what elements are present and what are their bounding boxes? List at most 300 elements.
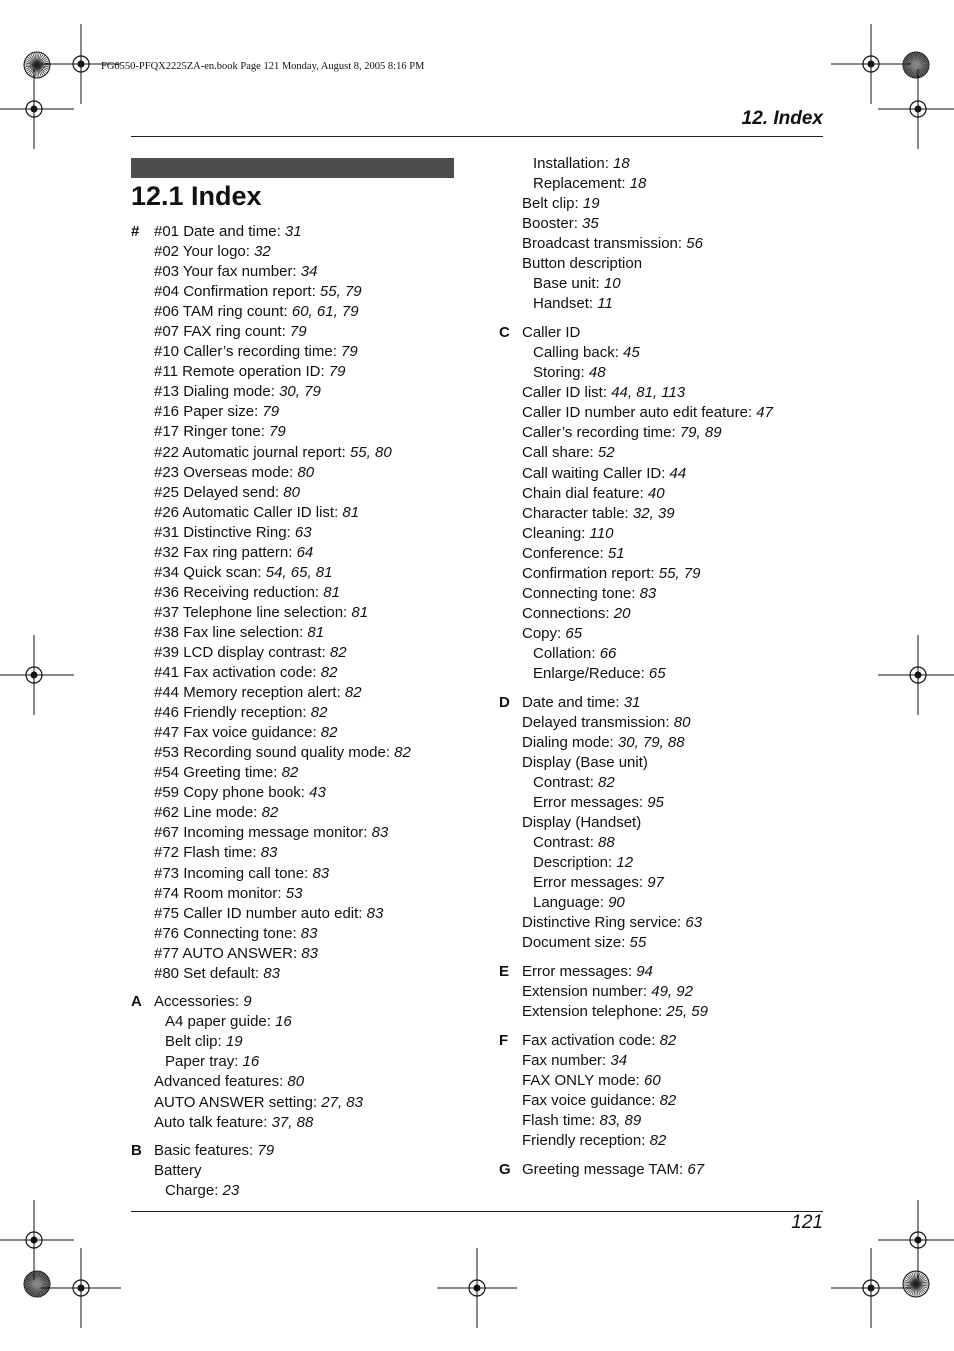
index-term: Call waiting Caller ID: xyxy=(522,464,670,482)
index-entry xyxy=(131,1012,471,1032)
index-page-refs: 55, 80 xyxy=(349,443,392,461)
index-term: #25 Delayed send: xyxy=(154,483,284,501)
index-term: #73 Incoming call tone: xyxy=(154,864,313,882)
index-term: Extension telephone: xyxy=(522,1003,667,1021)
index-entry xyxy=(131,783,471,803)
index-section xyxy=(499,1160,829,1180)
index-term: Extension number: xyxy=(522,983,652,1001)
registration-crosshair-icon xyxy=(41,1248,121,1328)
print-header: FG6550-PFQX2225ZA-en.book Page 121 Monday, August 8, 2005 8:16 PM xyxy=(101,61,425,72)
index-entry xyxy=(499,214,829,234)
index-entry xyxy=(499,174,829,194)
index-letter: A xyxy=(131,993,142,1011)
index-entry xyxy=(131,663,471,683)
index-page-refs: 80 xyxy=(297,463,315,481)
index-page-refs: 67 xyxy=(687,1161,705,1179)
index-page-refs: 65 xyxy=(648,664,666,682)
index-entry xyxy=(131,1113,471,1133)
index-term: #02 Your logo: xyxy=(154,243,255,261)
index-term: Conference: xyxy=(522,544,608,562)
index-page-refs: 44 xyxy=(669,464,687,482)
index-page-refs: 83 xyxy=(301,944,318,962)
index-term: #76 Connecting tone: xyxy=(154,924,301,942)
index-entry xyxy=(131,743,471,763)
index-term: Advanced features: xyxy=(154,1073,288,1091)
index-page-refs: 80 xyxy=(287,1073,305,1091)
index-page-refs: 81 xyxy=(323,583,340,601)
index-entry xyxy=(499,1071,829,1091)
index-entry xyxy=(131,342,471,362)
index-entry xyxy=(131,864,471,884)
index-page-refs: 52 xyxy=(597,444,615,462)
index-page-refs: 30, 79, 88 xyxy=(617,733,685,751)
index-term: Chain dial feature: xyxy=(522,484,648,502)
index-term: Belt clip: xyxy=(522,195,583,213)
index-page-refs: 82 xyxy=(598,774,615,791)
index-page-refs: 83 xyxy=(263,964,280,982)
index-page-refs: 66 xyxy=(599,644,617,662)
index-term: #77 AUTO ANSWER: xyxy=(154,944,302,962)
index-term: Delayed transmission: xyxy=(522,713,674,731)
index-page-refs: 79 xyxy=(341,343,358,361)
index-entry xyxy=(131,523,471,543)
registration-crosshair-icon xyxy=(0,69,74,149)
index-term: Fax number: xyxy=(522,1052,611,1070)
index-page-refs: 83 xyxy=(366,904,384,922)
index-page-refs: 19 xyxy=(225,1033,243,1051)
index-entry xyxy=(499,544,829,564)
index-term: #34 Quick scan: xyxy=(154,563,266,581)
registration-crosshair-icon xyxy=(831,1248,911,1328)
index-page-refs: 79 xyxy=(289,323,307,341)
index-term: #47 Fax voice guidance: xyxy=(154,724,321,742)
index-page-refs: 48 xyxy=(588,364,606,382)
index-entry xyxy=(131,992,471,1012)
index-term: #54 Greeting time: xyxy=(154,764,282,782)
index-letter: F xyxy=(499,1032,509,1050)
index-term: Charge: xyxy=(165,1182,223,1200)
index-entry xyxy=(131,623,471,643)
index-entry xyxy=(499,1131,829,1151)
index-entry xyxy=(131,944,471,964)
index-term: Booster: xyxy=(522,215,583,233)
index-page-refs: 30, 79 xyxy=(279,383,321,401)
index-entry xyxy=(131,222,471,242)
index-entry xyxy=(499,913,829,933)
index-entry xyxy=(499,484,829,504)
index-term: Distinctive Ring service: xyxy=(522,914,686,932)
index-entry xyxy=(499,1091,829,1111)
index-term: #74 Room monitor: xyxy=(154,884,286,902)
index-page-refs: 63 xyxy=(685,914,703,932)
index-term: #23 Overseas mode: xyxy=(154,463,298,481)
index-term: Error messages: xyxy=(522,963,637,981)
index-term: #67 Incoming message monitor: xyxy=(154,824,372,842)
index-page-refs: 19 xyxy=(582,195,600,213)
index-entry xyxy=(499,294,829,314)
index-entry xyxy=(499,962,829,982)
index-term: Contrast: xyxy=(533,774,599,791)
index-page-refs: 80 xyxy=(283,483,300,501)
index-entry xyxy=(499,1051,829,1071)
index-entry xyxy=(131,1052,471,1072)
index-entry xyxy=(131,302,471,322)
index-term: Caller ID number auto edit feature: xyxy=(522,404,757,422)
index-term: Belt clip: xyxy=(165,1033,226,1051)
index-entry xyxy=(131,402,471,422)
index-page-refs: 94 xyxy=(636,963,653,981)
index-term: Confirmation report: xyxy=(522,564,659,582)
index-page-refs: 110 xyxy=(589,524,614,542)
index-page-refs: 55 xyxy=(629,934,647,952)
index-page-refs: 82 xyxy=(310,704,328,722)
index-entry xyxy=(499,713,829,733)
index-page-refs: 83 xyxy=(260,844,278,862)
index-page-refs: 9 xyxy=(243,993,252,1011)
index-term: Display (Base unit) xyxy=(522,753,648,771)
index-page-refs: 83 xyxy=(371,824,389,842)
index-page-refs: 79 xyxy=(262,403,280,421)
index-page-refs: 82 xyxy=(649,1132,667,1150)
index-entry xyxy=(499,693,829,713)
index-entry xyxy=(131,1141,471,1161)
index-page-refs: 83 xyxy=(300,924,318,942)
index-entry xyxy=(131,924,471,944)
index-page-refs: 83, 89 xyxy=(599,1112,642,1130)
index-page-refs: 81 xyxy=(351,603,369,621)
index-page-refs: 10 xyxy=(603,275,621,293)
index-term: Collation: xyxy=(533,644,600,662)
index-entry xyxy=(131,362,471,382)
index-entry xyxy=(131,422,471,442)
index-page-refs: 82 xyxy=(659,1032,677,1050)
index-term: #10 Caller’s recording time: xyxy=(154,343,342,361)
index-term: #04 Confirmation report: xyxy=(154,283,320,301)
index-page-refs: 34 xyxy=(300,263,318,281)
index-page-refs: 12 xyxy=(616,854,634,872)
index-entry xyxy=(499,773,829,793)
index-page-refs: 65 xyxy=(565,624,583,642)
index-entry xyxy=(131,443,471,463)
index-entry xyxy=(131,483,471,503)
index-page-refs: 20 xyxy=(613,604,631,622)
index-term: #06 TAM ring count: xyxy=(154,303,292,321)
index-term: Copy: xyxy=(522,624,566,642)
index-entry xyxy=(499,423,829,443)
index-column-right xyxy=(499,154,829,1180)
index-letter: G xyxy=(499,1161,511,1179)
index-term: #41 Fax activation code: xyxy=(154,664,321,682)
index-term: Connections: xyxy=(522,604,614,622)
index-section xyxy=(499,1031,829,1151)
page-title: 12.1 Index xyxy=(131,181,262,211)
index-entry xyxy=(499,664,829,684)
index-page-refs: 60 xyxy=(644,1072,661,1090)
index-entry xyxy=(131,964,471,984)
index-term: A4 paper guide: xyxy=(165,1013,276,1031)
index-term: Language: xyxy=(533,894,609,912)
index-entry xyxy=(131,703,471,723)
index-term: #37 Telephone line selection: xyxy=(154,603,352,621)
index-term: Character table: xyxy=(522,504,633,522)
index-entry xyxy=(499,524,829,544)
index-page-refs: 83 xyxy=(639,584,657,602)
index-term: #07 FAX ring count: xyxy=(154,323,290,341)
index-entry xyxy=(499,464,829,484)
index-entry xyxy=(131,382,471,402)
index-page-refs: 47 xyxy=(756,404,773,422)
index-page-refs: 95 xyxy=(647,794,664,812)
index-page-refs: 56 xyxy=(686,235,703,253)
index-term: #75 Caller ID number auto edit: xyxy=(154,904,367,922)
index-term: #31 Distinctive Ring: xyxy=(154,523,295,541)
index-page-refs: 63 xyxy=(294,523,312,541)
index-entry xyxy=(499,383,829,403)
index-entry xyxy=(131,563,471,583)
index-entry xyxy=(499,793,829,813)
index-term: #03 Your fax number: xyxy=(154,263,301,281)
index-entry xyxy=(131,242,471,262)
index-term: Basic features: xyxy=(154,1142,258,1160)
index-page-refs: 51 xyxy=(607,544,625,562)
index-entry xyxy=(131,643,471,663)
index-section xyxy=(499,693,829,954)
index-page-refs: 55, 79 xyxy=(319,283,362,301)
index-entry xyxy=(131,262,471,282)
index-page-refs: 83 xyxy=(312,864,330,882)
header-rule xyxy=(131,136,823,137)
index-entry xyxy=(131,603,471,623)
index-entry xyxy=(131,543,471,563)
index-entry xyxy=(499,323,829,343)
index-term: #11 Remote operation ID: xyxy=(154,363,329,381)
index-page-refs: 82 xyxy=(320,724,338,742)
index-entry xyxy=(131,763,471,783)
index-term: #46 Friendly reception: xyxy=(154,704,311,722)
index-entry xyxy=(499,604,829,624)
index-page-refs: 53 xyxy=(285,884,303,902)
index-entry xyxy=(131,904,471,924)
index-term: Connecting tone: xyxy=(522,584,640,602)
index-entry xyxy=(131,503,471,523)
index-page-refs: 49, 92 xyxy=(651,983,693,1001)
index-term: #17 Ringer tone: xyxy=(154,423,270,441)
index-term: Broadcast transmission: xyxy=(522,235,687,253)
index-entry xyxy=(131,583,471,603)
index-entry xyxy=(131,1161,471,1181)
index-page-refs: 80 xyxy=(673,713,691,731)
index-entry xyxy=(131,823,471,843)
index-page-refs: 16 xyxy=(275,1013,292,1031)
index-term: Date and time: xyxy=(522,693,624,711)
index-page-refs: 31 xyxy=(284,223,302,240)
index-entry xyxy=(499,644,829,664)
index-page-refs: 11 xyxy=(597,295,613,313)
index-term: Battery xyxy=(154,1162,202,1180)
index-term: Accessories: xyxy=(154,993,244,1011)
index-letter: C xyxy=(499,324,510,342)
index-term: #38 Fax line selection: xyxy=(154,623,308,641)
index-term: Enlarge/Reduce: xyxy=(533,664,649,682)
index-page-refs: 79 xyxy=(328,363,346,381)
index-section xyxy=(131,992,471,1132)
index-entry xyxy=(131,884,471,904)
index-page-refs: 90 xyxy=(608,894,625,912)
index-term: Contrast: xyxy=(533,834,599,852)
index-entry xyxy=(131,723,471,743)
index-page-refs: 81 xyxy=(342,503,360,521)
index-term: Caller ID xyxy=(522,324,581,342)
section-title: 12. Index xyxy=(741,108,823,129)
index-entry xyxy=(499,274,829,294)
index-page-refs: 27, 83 xyxy=(321,1093,363,1111)
index-section xyxy=(499,962,829,1022)
index-term: Cleaning: xyxy=(522,524,590,542)
index-page-refs: 97 xyxy=(647,874,664,892)
index-entry xyxy=(499,873,829,893)
index-page-refs: 32, 39 xyxy=(632,504,675,522)
index-entry xyxy=(499,733,829,753)
index-term: #13 Dialing mode: xyxy=(154,383,280,401)
index-section xyxy=(499,154,829,314)
index-term: #72 Flash time: xyxy=(154,844,261,862)
index-page-refs: 82 xyxy=(394,744,411,762)
index-page-refs: 54, 65, 81 xyxy=(265,563,333,581)
index-term: Base unit: xyxy=(533,275,604,293)
index-term: Fax voice guidance: xyxy=(522,1092,660,1110)
index-page-refs: 34 xyxy=(610,1052,628,1070)
index-term: #36 Receiving reduction: xyxy=(154,583,324,601)
index-page-refs: 31 xyxy=(623,693,641,711)
index-page-refs: 82 xyxy=(320,664,338,682)
index-term: Handset: xyxy=(533,295,598,313)
index-page-refs: 18 xyxy=(613,155,630,172)
index-entry xyxy=(131,1093,471,1113)
index-term: Friendly reception: xyxy=(522,1132,650,1150)
index-section xyxy=(131,1141,471,1201)
index-term: Calling back: xyxy=(533,344,624,362)
index-letter: B xyxy=(131,1142,142,1160)
index-term: Auto talk feature: xyxy=(154,1113,272,1131)
index-term: Error messages: xyxy=(533,794,648,812)
index-page-refs: 40 xyxy=(647,484,665,502)
index-term: Storing: xyxy=(533,364,589,382)
registration-crosshair-icon xyxy=(878,635,954,715)
index-page-refs: 81 xyxy=(307,623,325,641)
index-entry xyxy=(499,813,829,833)
index-term: Fax activation code: xyxy=(522,1032,660,1050)
index-entry xyxy=(499,194,829,214)
index-entry xyxy=(499,154,829,174)
index-entry xyxy=(499,753,829,773)
index-page-refs: 79 xyxy=(269,423,286,441)
index-entry xyxy=(131,1072,471,1092)
page-number: 121 xyxy=(791,1212,823,1233)
index-entry xyxy=(499,853,829,873)
index-term: FAX ONLY mode: xyxy=(522,1072,644,1090)
index-entry xyxy=(499,403,829,423)
index-term: AUTO ANSWER setting: xyxy=(154,1093,322,1111)
index-page-refs: 45 xyxy=(623,344,640,362)
index-term: Installation: xyxy=(533,155,614,172)
index-entry xyxy=(131,803,471,823)
index-page-refs: 25, 59 xyxy=(666,1003,708,1021)
index-term: #80 Set default: xyxy=(154,964,264,982)
index-section xyxy=(499,323,829,684)
index-letter: # xyxy=(131,223,140,240)
index-term: Dialing mode: xyxy=(522,733,618,751)
index-entry xyxy=(131,463,471,483)
index-term: Display (Handset) xyxy=(522,814,642,832)
index-entry xyxy=(131,1032,471,1052)
index-term: #26 Automatic Caller ID list: xyxy=(154,503,343,521)
index-entry xyxy=(499,933,829,953)
index-page-refs: 23 xyxy=(222,1182,240,1200)
index-entry xyxy=(499,1111,829,1131)
index-entry xyxy=(499,893,829,913)
index-term: #62 Line mode: xyxy=(154,804,262,822)
index-page-refs: 43 xyxy=(309,784,326,802)
index-entry xyxy=(499,343,829,363)
index-page-refs: 82 xyxy=(281,764,299,782)
index-page-refs: 82 xyxy=(329,643,347,661)
index-page-refs: 82 xyxy=(659,1092,677,1110)
index-page-refs: 55, 79 xyxy=(658,564,701,582)
index-entry xyxy=(499,1160,829,1180)
index-term: Replacement: xyxy=(533,175,630,193)
index-term: #22 Automatic journal report: xyxy=(154,443,350,461)
index-term: Button description xyxy=(522,255,643,273)
index-entry xyxy=(499,1002,829,1022)
index-entry xyxy=(499,363,829,383)
index-page-refs: 16 xyxy=(242,1053,260,1071)
index-term: #01 Date and time: xyxy=(154,223,285,240)
index-letter: D xyxy=(499,693,510,711)
index-entry xyxy=(499,833,829,853)
index-page-refs: 18 xyxy=(629,175,647,193)
index-entry xyxy=(499,982,829,1002)
index-entry xyxy=(131,683,471,703)
index-term: #59 Copy phone book: xyxy=(154,784,310,802)
index-page-refs: 32 xyxy=(254,243,271,261)
index-term: #44 Memory reception alert: xyxy=(154,684,345,702)
index-page-refs: 79 xyxy=(257,1142,275,1160)
index-page-refs: 88 xyxy=(598,834,615,852)
index-entry xyxy=(499,234,829,254)
index-term: Error messages: xyxy=(533,874,648,892)
index-term: Caller ID list: xyxy=(522,384,612,402)
index-term: Greeting message TAM: xyxy=(522,1161,688,1179)
index-column-left xyxy=(131,222,471,1201)
index-term: Description: xyxy=(533,854,617,872)
index-page-refs: 64 xyxy=(296,543,314,561)
index-page-refs: 44, 81, 113 xyxy=(611,384,686,402)
index-term: Document size: xyxy=(522,934,630,952)
index-page-refs: 37, 88 xyxy=(271,1113,314,1131)
title-bar xyxy=(131,158,454,178)
index-page-refs: 60, 61, 79 xyxy=(291,303,359,321)
index-entry xyxy=(131,1181,471,1201)
index-page-refs: 82 xyxy=(344,684,362,702)
footer-rule xyxy=(131,1211,823,1212)
index-entry xyxy=(499,443,829,463)
registration-crosshair-icon xyxy=(0,635,74,715)
index-entry xyxy=(131,322,471,342)
index-page-refs: 79, 89 xyxy=(679,424,722,442)
index-entry xyxy=(499,584,829,604)
index-term: Caller’s recording time: xyxy=(522,424,680,442)
index-term: #39 LCD display contrast: xyxy=(154,643,330,661)
